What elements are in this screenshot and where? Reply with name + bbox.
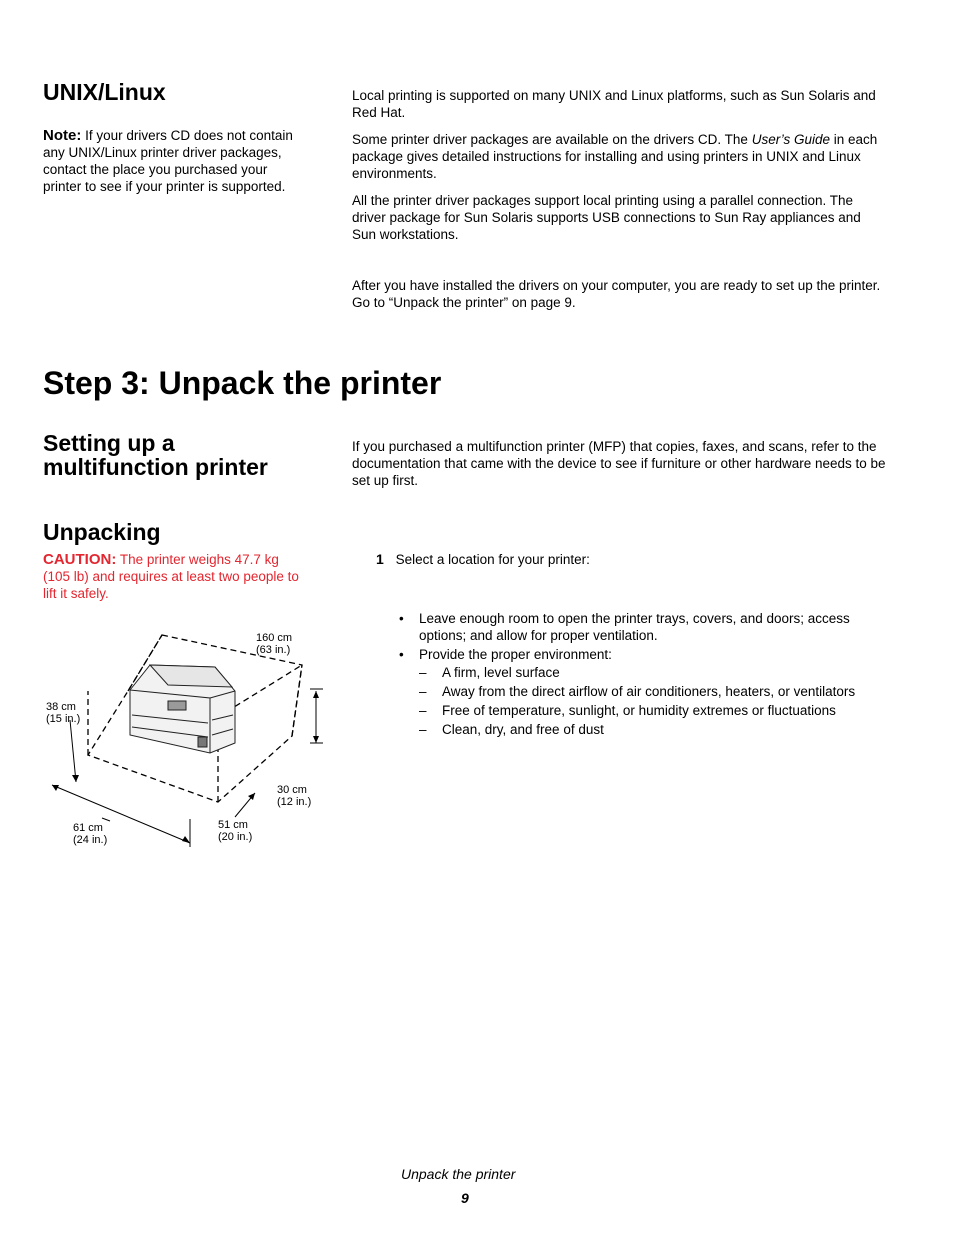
unix-paragraphs — [352, 87, 887, 253]
mfp-paragraph: If you purchased a multifunction printer (MFP) that copies, faxes, and scans, refer to the documentation that came with the device to see if furniture or other hardware needs to be set up first. — [352, 439, 886, 488]
list-item: – Free of temperature, sunlight, or humidity extremes or fluctuations — [419, 702, 876, 719]
clearance-diagram — [40, 625, 340, 855]
list-item: • Leave enough room to open the printer trays, covers, and doors; access options; and allow for proper ventilation. — [396, 610, 876, 644]
unix-note — [43, 127, 293, 195]
step-1 — [376, 551, 590, 568]
location-requirements — [396, 610, 876, 740]
caution-text: The printer weighs 47.7 kg (105 lb) and requires at least two people to lift it safely. — [43, 552, 299, 601]
environment-label: Provide the proper environment: — [419, 647, 612, 662]
after-install-paragraph: After you have installed the drivers on your computer, you are ready to set up the printer. Go to “Unpack the printer” on page 9. — [352, 278, 881, 310]
dim-right-label: 30 cm (12 in.) — [277, 784, 312, 808]
mfp-heading: Setting up a multifunction printer — [43, 430, 268, 480]
note-label: Note: — [43, 127, 82, 144]
printer-clearance-illustration — [40, 625, 340, 855]
step-text: Select a location for your printer: — [395, 552, 590, 567]
caution-note — [43, 551, 301, 602]
list-item: – A firm, level surface — [419, 664, 876, 681]
dim-left-label: 38 cm (15 in.) — [46, 701, 81, 725]
caution-label: CAUTION: — [43, 551, 117, 568]
dim-bottom-mid-label: 51 cm (20 in.) — [218, 819, 253, 843]
note-text: If your drivers CD does not contain any UNIX/Linux printer driver packages, contact the place you purchased your printer to see if your printer is supported. — [43, 128, 293, 194]
page-number: 9 — [461, 1190, 469, 1206]
dim-bottom-left-label: 61 cm (24 in.) — [73, 822, 108, 846]
dim-top-label: 160 cm (63 in.) — [256, 632, 293, 656]
users-guide-title: User’s Guide — [751, 132, 830, 147]
list-item — [396, 646, 876, 738]
unpacking-heading: Unpacking — [43, 519, 161, 545]
step3-heading: Step 3: Unpack the printer — [43, 365, 442, 401]
unix-paragraph-3: All the printer driver packages support local printing using a parallel connection. The driver package for Sun Solaris supports USB connections to Sun Ray appliances and Sun workstations. — [352, 193, 861, 242]
list-item: – Away from the direct airflow of air conditioners, heaters, or ventilators — [419, 683, 876, 700]
para2-after: in each package gives detailed instructions for installing and using printers in UNIX and Linux environments. — [352, 132, 878, 181]
unix-paragraph-2 — [352, 131, 887, 182]
environment-sublist — [419, 664, 876, 738]
footer-section-title: Unpack the printer — [401, 1166, 516, 1182]
step-number: 1 — [376, 551, 384, 567]
list-item: – Clean, dry, and free of dust — [419, 721, 876, 738]
bullet-list — [396, 610, 876, 738]
unix-linux-heading: UNIX/Linux — [43, 79, 166, 105]
unix-paragraph-1: Local printing is supported on many UNIX and Linux platforms, such as Sun Solaris and Red Hat. — [352, 88, 876, 120]
para2-before: Some printer driver packages are available on the drivers CD. The — [352, 132, 752, 147]
